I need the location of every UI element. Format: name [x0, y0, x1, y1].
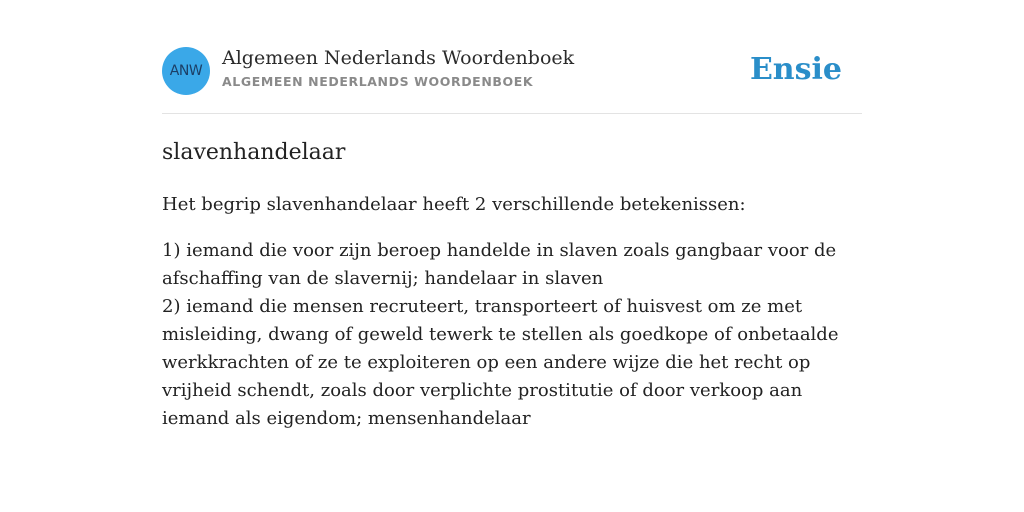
ensie-logo[interactable]: Ensie: [749, 52, 842, 87]
header: [162, 46, 862, 96]
header-divider: [162, 113, 862, 114]
source-title[interactable]: Algemeen Nederlands Woordenboek: [222, 47, 575, 69]
entry-word: slavenhandelaar: [162, 140, 346, 165]
page: [162, 0, 862, 512]
anw-logo[interactable]: [162, 47, 210, 95]
entry-intro: Het begrip slavenhandelaar heeft 2 verschillende betekenissen:: [162, 194, 746, 215]
logo-text: ANW: [169, 63, 203, 79]
definition-item: 2) iemand die mensen recruteert, transporteert of huisvest om ze met misleiding, dwang of geweld tewerk te stellen als goedkope of onbetaalde werkkrachten of ze te exploiteren op een andere wijze die het recht op vrijheid schendt, zoals door verplichte prostitutie of door verkoop aan iemand als eigendom; mensenhandelaar: [162, 296, 839, 429]
source-subtitle: ALGEMEEN NEDERLANDS WOORDENBOEK: [222, 74, 534, 89]
definition-item: 1) iemand die voor zijn beroep handelde in slaven zoals gangbaar voor de afschaffing van de slavernij; handelaar in slaven: [162, 240, 837, 289]
definition-list: [162, 237, 862, 433]
